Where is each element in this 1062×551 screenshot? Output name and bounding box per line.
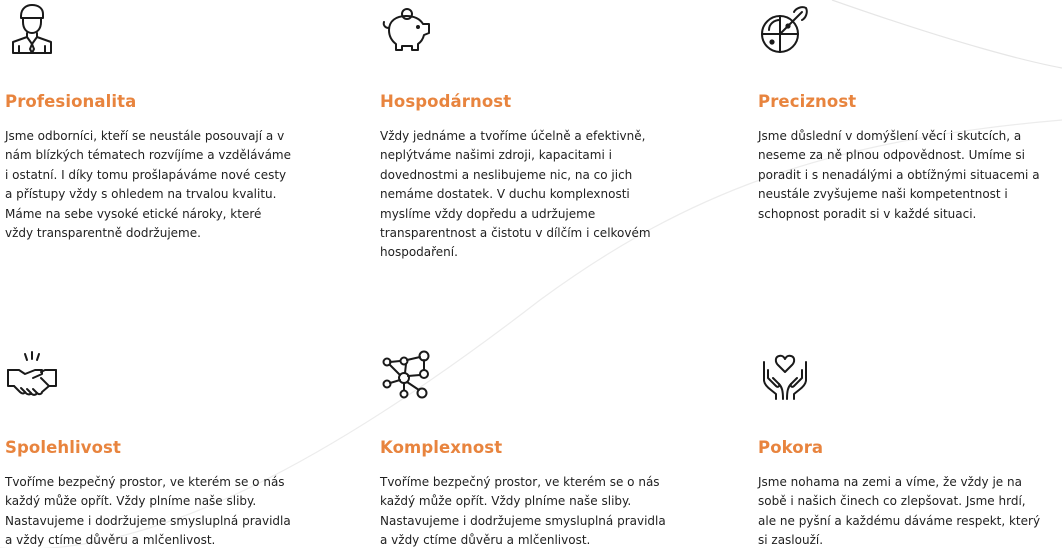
card-title: Pokora bbox=[758, 438, 824, 457]
description-line: Máme na sebe vysoké etické nároky, které bbox=[5, 206, 262, 221]
description-line: i ostatní. I díky tomu prošlapáváme nové cesty bbox=[5, 167, 287, 182]
handshake-icon bbox=[5, 348, 59, 402]
description-line: poradit i s nenadálými a obtížnými situacemi a bbox=[758, 167, 1040, 182]
description-line: ale ne pyšní a každému dáváme respekt, který bbox=[758, 513, 1041, 528]
card-description bbox=[380, 473, 700, 551]
description-line: myslíme vždy dopředu a udržujeme bbox=[380, 206, 596, 221]
description-line: si zaslouží. bbox=[758, 533, 824, 548]
card-description bbox=[380, 127, 700, 263]
description-line: Tvoříme bezpečný prostor, ve kterém se o nás bbox=[380, 475, 660, 489]
businessman-icon bbox=[5, 2, 59, 56]
description-line: vždy transparentně dodržujeme. bbox=[5, 226, 201, 241]
card-description bbox=[758, 127, 1062, 224]
description-line: a vždy ctíme důvěru a mlčenlivost. bbox=[380, 533, 591, 548]
card-description bbox=[758, 473, 1062, 551]
description-line: Vždy jednáme a tvoříme účelně a efektivně, bbox=[380, 129, 646, 143]
description-line: Nastavujeme i dodržujeme smysluplná pravidla bbox=[380, 513, 666, 528]
description-line: sobě i našich činech co zlepšovat. Jsme hrdí, bbox=[758, 494, 1026, 509]
description-line: transparentnost a čistotu v dílčím i celkovém bbox=[380, 226, 651, 241]
card-title: Hospodárnost bbox=[380, 92, 512, 111]
radar-icon bbox=[758, 2, 812, 56]
description-line: schopnost poradit si v každé situaci. bbox=[758, 206, 977, 221]
card-description bbox=[5, 473, 325, 551]
card-title: Profesionalita bbox=[5, 92, 137, 111]
card-title: Preciznost bbox=[758, 92, 857, 111]
description-line: každý může opřít. Vždy plníme naše sliby. bbox=[5, 494, 257, 509]
description-line: Jsme odborníci, kteří se neustále posouvají a v bbox=[5, 129, 285, 143]
description-line: neseme za ně plnou odpovědnost. Umíme si bbox=[758, 148, 1025, 163]
description-line: nemáme dostatek. V duchu komplexnosti bbox=[380, 187, 630, 202]
description-line: každý může opřít. Vždy plníme naše sliby. bbox=[380, 494, 632, 509]
description-line: a přístupy vždy s ohledem na trvalou kvalitu. bbox=[5, 187, 277, 202]
card-title: Spolehlivost bbox=[5, 438, 121, 457]
description-line: nám blízkých tématech rozvíjíme a vzděláváme bbox=[5, 148, 292, 163]
description-line: neplýtváme našimi zdroji, kapacitami i bbox=[380, 148, 612, 163]
description-line: Tvoříme bezpečný prostor, ve kterém se o nás bbox=[5, 475, 285, 489]
description-line: Nastavujeme i dodržujeme smysluplná pravidla bbox=[5, 513, 291, 528]
card-description bbox=[5, 127, 325, 243]
piggy-bank-icon bbox=[380, 2, 434, 56]
description-line: dovednostmi a neslibujeme nic, na co jich bbox=[380, 167, 633, 182]
description-line: hospodaření. bbox=[380, 245, 458, 260]
description-line: a vždy ctíme důvěru a mlčenlivost. bbox=[5, 533, 216, 548]
description-line: Jsme nohama na zemi a víme, že vždy je na bbox=[758, 475, 1022, 489]
card-title: Komplexnost bbox=[380, 438, 503, 457]
description-line: neustále zvyšujeme naši kompetentnost i bbox=[758, 187, 1008, 202]
network-nodes-icon bbox=[380, 348, 434, 402]
heart-hands-icon bbox=[758, 348, 812, 402]
description-line: Jsme důslední v domýšlení věcí i skutcích, a bbox=[758, 129, 1022, 143]
